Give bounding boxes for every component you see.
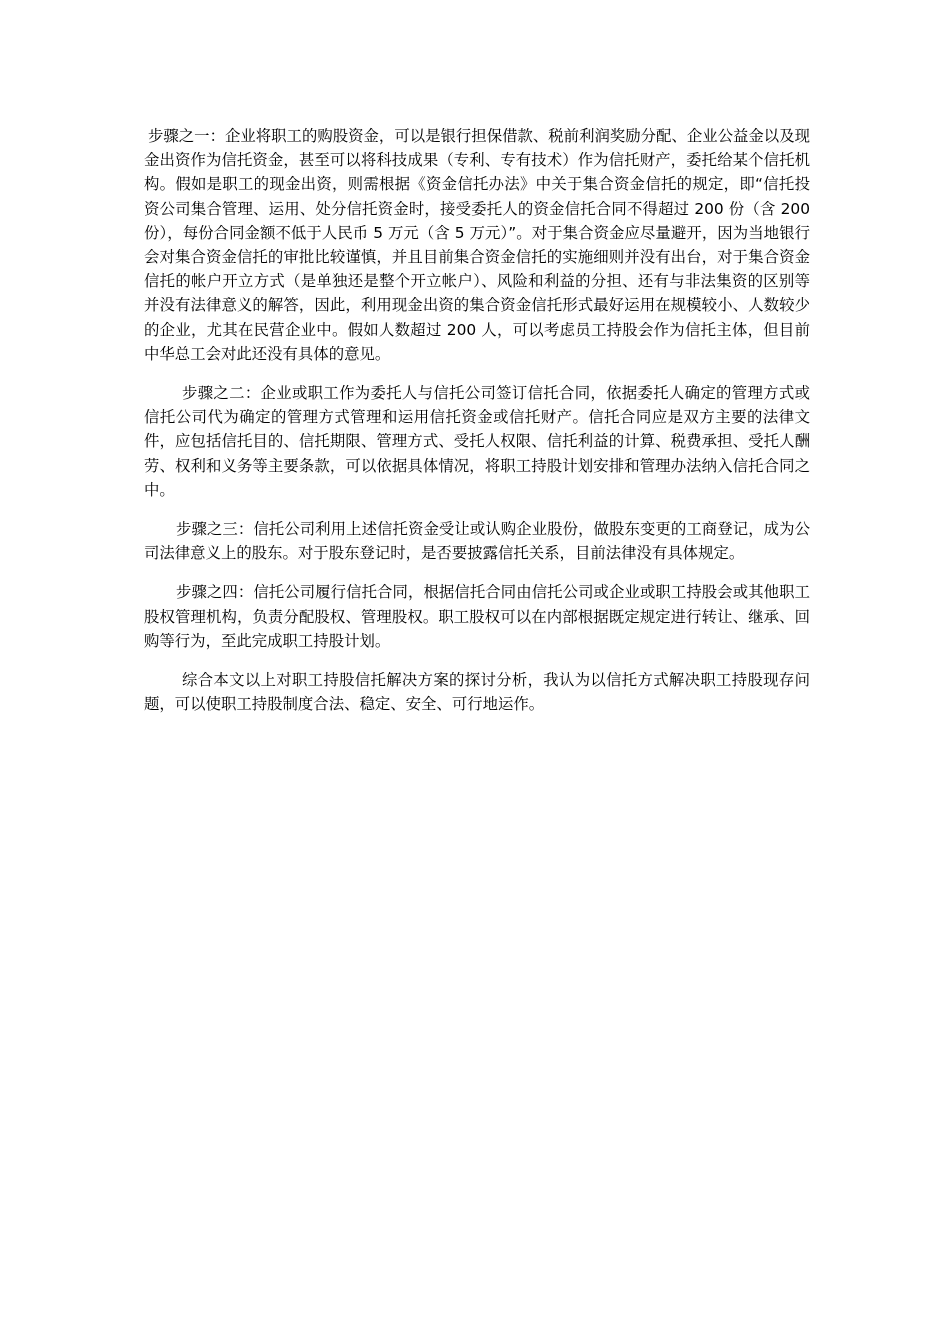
paragraph-step-three: 步骤之三：信托公司利用上述信托资金受让或认购企业股份，做股东变更的工商登记，成为公司法律意义上的股东。对于股东登记时，是否要披露信托关系，目前法律没有具体规定。 [144,520,810,563]
paragraph-step-four: 步骤之四：信托公司履行信托合同，根据信托合同由信托公司或企业或职工持股会或其他职工股权管理机构，负责分配股权、管理股权。职工股权可以在内部根据既定规定进行转让、继承、回购等行为，至此完成职工持股计划。 [144,583,810,650]
document-body [144,124,810,731]
paragraph-step-two: 步骤之二：企业或职工作为委托人与信托公司签订信托合同，依据委托人确定的管理方式或信托公司代为确定的管理方式管理和运用信托资金或信托财产。信托合同应是双方主要的法律文件，应包括信托目的、信托期限、管理方式、受托人权限、信托利益的计算、税费承担、受托人酬劳、权利和义务等主要条款，可以依据具体情况，将职工持股计划安排和管理办法纳入信托合同之中。 [144,384,810,499]
paragraph-conclusion: 综合本文以上对职工持股信托解决方案的探讨分析，我认为以信托方式解决职工持股现存问题，可以使职工持股制度合法、稳定、安全、可行地运作。 [144,671,810,714]
paragraph-step-one: 步骤之一：企业将职工的购股资金，可以是银行担保借款、税前利润奖励分配、企业公益金以及现金出资作为信托资金，甚至可以将科技成果（专利、专有技术）作为信托财产，委托给某个信托机构。假如是职工的现金出资，则需根据《资金信托办法》中关于集合资金信托的规定，即“信托投资公司集合管理、运用、处分信托资金时，接受委托人的资金信托合同不得超过 200 份（含 200 份），每份合同金额不低于人民币 5 万元（含 5 万元）”。对于集合资金应尽量避开，因为当地银行会对集合资金信托的审批比较谨慎，并且目前集合资金信托的实施细则并没有出台，对于集合资金信托的帐户开立方式（是单独还是整个开立帐户）、风险和利益的分担、还有与非法集资的区别等并没有法律意义的解答，因此，利用现金出资的集合资金信托形式最好运用在规模较小、人数较少的企业，尤其在民营企业中。假如人数超过 200 人，可以考虑员工持股会作为信托主体，但目前中华总工会对此还没有具体的意见。 [144,127,810,363]
